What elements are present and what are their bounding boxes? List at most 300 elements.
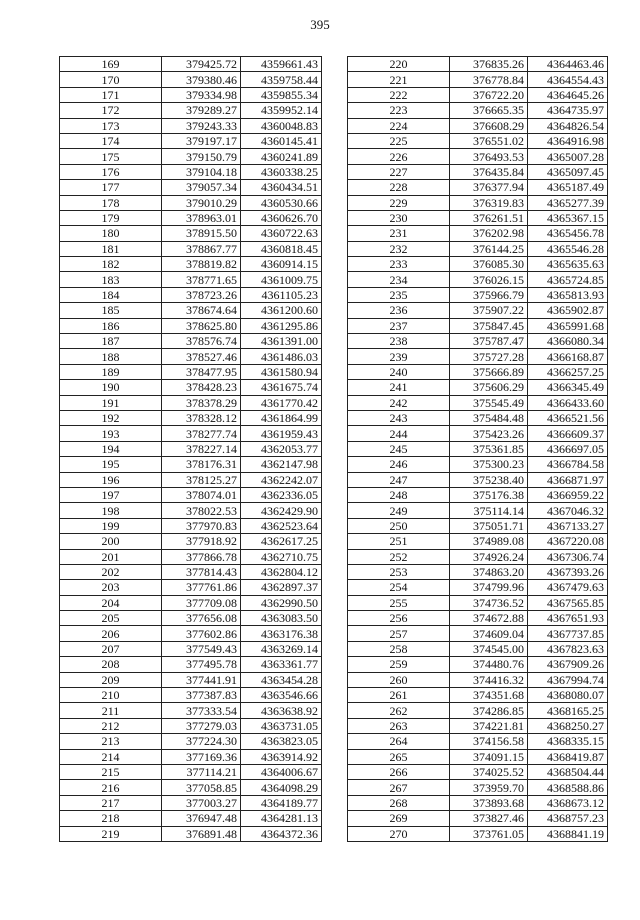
point-number-cell: 195 [60, 457, 162, 472]
x-coordinate-cell: 375606.29 [450, 380, 528, 395]
table-row [348, 72, 608, 87]
point-number-cell: 255 [348, 595, 450, 610]
x-coordinate-cell: 377970.83 [162, 518, 241, 533]
table-row [348, 780, 608, 795]
x-coordinate-cell: 375727.28 [450, 349, 528, 364]
table-row [60, 688, 322, 703]
y-coordinate-cell: 4368841.19 [528, 826, 608, 841]
y-coordinate-cell: 4361009.75 [241, 272, 322, 287]
x-coordinate-cell: 379425.72 [162, 57, 241, 72]
table-row [60, 595, 322, 610]
point-number-cell: 248 [348, 487, 450, 502]
point-number-cell: 192 [60, 410, 162, 425]
point-number-cell: 170 [60, 72, 162, 87]
point-number-cell: 268 [348, 795, 450, 810]
x-coordinate-cell: 375361.85 [450, 441, 528, 456]
point-number-cell: 262 [348, 703, 450, 718]
table-row [60, 210, 322, 225]
y-coordinate-cell: 4361200.60 [241, 303, 322, 318]
x-coordinate-cell: 378125.27 [162, 472, 241, 487]
x-coordinate-cell: 379380.46 [162, 72, 241, 87]
table-row [60, 334, 322, 349]
table-row [60, 426, 322, 441]
point-number-cell: 230 [348, 210, 450, 225]
x-coordinate-cell: 376778.84 [450, 72, 528, 87]
table-row [60, 564, 322, 579]
point-number-cell: 173 [60, 118, 162, 133]
x-coordinate-cell: 377656.08 [162, 611, 241, 626]
x-coordinate-cell: 378963.01 [162, 210, 241, 225]
x-coordinate-cell: 376665.35 [450, 103, 528, 118]
y-coordinate-cell: 4360145.41 [241, 133, 322, 148]
table-row [60, 795, 322, 810]
x-coordinate-cell: 374989.08 [450, 534, 528, 549]
x-coordinate-cell: 375051.71 [450, 518, 528, 533]
point-number-cell: 204 [60, 595, 162, 610]
y-coordinate-cell: 4367994.74 [528, 672, 608, 687]
x-coordinate-cell: 379150.79 [162, 149, 241, 164]
point-number-cell: 259 [348, 657, 450, 672]
x-coordinate-cell: 374091.15 [450, 749, 528, 764]
x-coordinate-cell: 379243.33 [162, 118, 241, 133]
x-coordinate-cell: 376608.29 [450, 118, 528, 133]
point-number-cell: 265 [348, 749, 450, 764]
point-number-cell: 266 [348, 764, 450, 779]
y-coordinate-cell: 4364463.46 [528, 57, 608, 72]
point-number-cell: 184 [60, 287, 162, 302]
table-row [348, 641, 608, 656]
x-coordinate-cell: 377602.86 [162, 626, 241, 641]
y-coordinate-cell: 4365456.78 [528, 226, 608, 241]
x-coordinate-cell: 375484.48 [450, 410, 528, 425]
y-coordinate-cell: 4364372.36 [241, 826, 322, 841]
point-number-cell: 200 [60, 534, 162, 549]
x-coordinate-cell: 374221.81 [450, 718, 528, 733]
x-coordinate-cell: 376435.84 [450, 164, 528, 179]
y-coordinate-cell: 4368080.07 [528, 688, 608, 703]
point-number-cell: 250 [348, 518, 450, 533]
table-row [348, 441, 608, 456]
table-row [348, 180, 608, 195]
y-coordinate-cell: 4366959.22 [528, 487, 608, 502]
point-number-cell: 222 [348, 87, 450, 102]
table-row [348, 672, 608, 687]
point-number-cell: 196 [60, 472, 162, 487]
table-row [348, 380, 608, 395]
x-coordinate-cell: 375545.49 [450, 395, 528, 410]
x-coordinate-cell: 379197.17 [162, 133, 241, 148]
table-row [60, 518, 322, 533]
y-coordinate-cell: 4360434.51 [241, 180, 322, 195]
point-number-cell: 203 [60, 580, 162, 595]
point-number-cell: 185 [60, 303, 162, 318]
y-coordinate-cell: 4360626.70 [241, 210, 322, 225]
point-number-cell: 176 [60, 164, 162, 179]
table-row [348, 57, 608, 72]
point-number-cell: 244 [348, 426, 450, 441]
x-coordinate-cell: 376551.02 [450, 133, 528, 148]
y-coordinate-cell: 4366168.87 [528, 349, 608, 364]
y-coordinate-cell: 4360722.63 [241, 226, 322, 241]
y-coordinate-cell: 4361770.42 [241, 395, 322, 410]
point-number-cell: 218 [60, 811, 162, 826]
x-coordinate-cell: 373827.46 [450, 811, 528, 826]
table-row [348, 241, 608, 256]
table-row [60, 318, 322, 333]
y-coordinate-cell: 4361486.03 [241, 349, 322, 364]
point-number-cell: 208 [60, 657, 162, 672]
y-coordinate-cell: 4360818.45 [241, 241, 322, 256]
x-coordinate-cell: 376722.20 [450, 87, 528, 102]
table-row [60, 503, 322, 518]
point-number-cell: 256 [348, 611, 450, 626]
table-row [348, 87, 608, 102]
x-coordinate-cell: 377114.21 [162, 764, 241, 779]
table-row [348, 503, 608, 518]
table-row [348, 688, 608, 703]
table-row [348, 133, 608, 148]
page-number: 395 [310, 17, 330, 32]
y-coordinate-cell: 4366784.58 [528, 457, 608, 472]
point-number-cell: 224 [348, 118, 450, 133]
point-number-cell: 252 [348, 549, 450, 564]
y-coordinate-cell: 4365187.49 [528, 180, 608, 195]
y-coordinate-cell: 4366871.97 [528, 472, 608, 487]
table-row [60, 672, 322, 687]
y-coordinate-cell: 4363914.92 [241, 749, 322, 764]
y-coordinate-cell: 4361295.86 [241, 318, 322, 333]
y-coordinate-cell: 4365007.28 [528, 149, 608, 164]
x-coordinate-cell: 376261.51 [450, 210, 528, 225]
y-coordinate-cell: 4363269.14 [241, 641, 322, 656]
table-row [60, 149, 322, 164]
point-number-cell: 219 [60, 826, 162, 841]
y-coordinate-cell: 4364826.54 [528, 118, 608, 133]
x-coordinate-cell: 377918.92 [162, 534, 241, 549]
table-row [60, 364, 322, 379]
x-coordinate-cell: 374926.24 [450, 549, 528, 564]
table-row [348, 426, 608, 441]
x-coordinate-cell: 376144.25 [450, 241, 528, 256]
point-number-cell: 175 [60, 149, 162, 164]
point-number-cell: 239 [348, 349, 450, 364]
table-row [348, 318, 608, 333]
y-coordinate-cell: 4362336.05 [241, 487, 322, 502]
table-row [348, 749, 608, 764]
table-row [348, 226, 608, 241]
y-coordinate-cell: 4363823.05 [241, 734, 322, 749]
table-row [60, 57, 322, 72]
table-row [60, 764, 322, 779]
x-coordinate-cell: 376835.26 [450, 57, 528, 72]
table-row [60, 811, 322, 826]
x-coordinate-cell: 374025.52 [450, 764, 528, 779]
table-row [348, 657, 608, 672]
point-number-cell: 214 [60, 749, 162, 764]
table-row [348, 487, 608, 502]
table-row [60, 457, 322, 472]
x-coordinate-cell: 375907.22 [450, 303, 528, 318]
table-row [60, 395, 322, 410]
point-number-cell: 238 [348, 334, 450, 349]
point-number-cell: 194 [60, 441, 162, 456]
y-coordinate-cell: 4366257.25 [528, 364, 608, 379]
y-coordinate-cell: 4362523.64 [241, 518, 322, 533]
point-number-cell: 245 [348, 441, 450, 456]
x-coordinate-cell: 377058.85 [162, 780, 241, 795]
x-coordinate-cell: 375176.38 [450, 487, 528, 502]
y-coordinate-cell: 4360530.66 [241, 195, 322, 210]
x-coordinate-cell: 374286.85 [450, 703, 528, 718]
point-number-cell: 263 [348, 718, 450, 733]
table-row [348, 457, 608, 472]
y-coordinate-cell: 4368588.86 [528, 780, 608, 795]
x-coordinate-cell: 378576.74 [162, 334, 241, 349]
point-number-cell: 206 [60, 626, 162, 641]
y-coordinate-cell: 4364916.98 [528, 133, 608, 148]
x-coordinate-cell: 376493.53 [450, 149, 528, 164]
point-number-cell: 227 [348, 164, 450, 179]
point-number-cell: 190 [60, 380, 162, 395]
table-row [348, 564, 608, 579]
point-number-cell: 249 [348, 503, 450, 518]
x-coordinate-cell: 379104.18 [162, 164, 241, 179]
x-coordinate-cell: 378674.64 [162, 303, 241, 318]
y-coordinate-cell: 4362897.37 [241, 580, 322, 595]
table-row [348, 626, 608, 641]
y-coordinate-cell: 4362990.50 [241, 595, 322, 610]
point-number-cell: 229 [348, 195, 450, 210]
y-coordinate-cell: 4364098.29 [241, 780, 322, 795]
x-coordinate-cell: 374736.52 [450, 595, 528, 610]
x-coordinate-cell: 377169.36 [162, 749, 241, 764]
y-coordinate-cell: 4363361.77 [241, 657, 322, 672]
table-row [60, 657, 322, 672]
x-coordinate-cell: 373959.70 [450, 780, 528, 795]
point-number-cell: 234 [348, 272, 450, 287]
table-row [60, 780, 322, 795]
table-row [60, 164, 322, 179]
point-number-cell: 251 [348, 534, 450, 549]
table-row [60, 380, 322, 395]
y-coordinate-cell: 4359855.34 [241, 87, 322, 102]
table-row [60, 272, 322, 287]
x-coordinate-cell: 375238.40 [450, 472, 528, 487]
x-coordinate-cell: 377866.78 [162, 549, 241, 564]
table-row [60, 133, 322, 148]
x-coordinate-cell: 378277.74 [162, 426, 241, 441]
table-row [348, 272, 608, 287]
table-row [348, 811, 608, 826]
y-coordinate-cell: 4367823.63 [528, 641, 608, 656]
x-coordinate-cell: 378176.31 [162, 457, 241, 472]
y-coordinate-cell: 4361959.43 [241, 426, 322, 441]
x-coordinate-cell: 376319.83 [450, 195, 528, 210]
x-coordinate-cell: 374609.04 [450, 626, 528, 641]
table-row [60, 826, 322, 841]
table-row [60, 734, 322, 749]
point-number-cell: 188 [60, 349, 162, 364]
table-row [348, 164, 608, 179]
y-coordinate-cell: 4359661.43 [241, 57, 322, 72]
y-coordinate-cell: 4364554.43 [528, 72, 608, 87]
table-row [348, 734, 608, 749]
point-number-cell: 270 [348, 826, 450, 841]
x-coordinate-cell: 373893.68 [450, 795, 528, 810]
point-number-cell: 191 [60, 395, 162, 410]
x-coordinate-cell: 374672.88 [450, 611, 528, 626]
y-coordinate-cell: 4363731.05 [241, 718, 322, 733]
table-row [348, 580, 608, 595]
table-row [60, 195, 322, 210]
x-coordinate-cell: 374156.58 [450, 734, 528, 749]
table-row [348, 703, 608, 718]
coordinate-table-right [347, 56, 608, 842]
table-row [60, 580, 322, 595]
x-coordinate-cell: 378771.65 [162, 272, 241, 287]
y-coordinate-cell: 4368673.12 [528, 795, 608, 810]
table-row [348, 195, 608, 210]
point-number-cell: 257 [348, 626, 450, 641]
point-number-cell: 172 [60, 103, 162, 118]
point-number-cell: 181 [60, 241, 162, 256]
x-coordinate-cell: 379334.98 [162, 87, 241, 102]
point-number-cell: 178 [60, 195, 162, 210]
x-coordinate-cell: 379057.34 [162, 180, 241, 195]
y-coordinate-cell: 4368419.87 [528, 749, 608, 764]
table-row [60, 487, 322, 502]
y-coordinate-cell: 4366345.49 [528, 380, 608, 395]
table-row [60, 103, 322, 118]
table-row [60, 87, 322, 102]
table-row [60, 303, 322, 318]
table-row [348, 149, 608, 164]
point-number-cell: 269 [348, 811, 450, 826]
y-coordinate-cell: 4365635.63 [528, 257, 608, 272]
point-number-cell: 226 [348, 149, 450, 164]
y-coordinate-cell: 4361864.99 [241, 410, 322, 425]
y-coordinate-cell: 4367909.26 [528, 657, 608, 672]
x-coordinate-cell: 374545.00 [450, 641, 528, 656]
x-coordinate-cell: 378477.95 [162, 364, 241, 379]
y-coordinate-cell: 4362617.25 [241, 534, 322, 549]
x-coordinate-cell: 374416.32 [450, 672, 528, 687]
x-coordinate-cell: 375300.23 [450, 457, 528, 472]
x-coordinate-cell: 378074.01 [162, 487, 241, 502]
y-coordinate-cell: 4366697.05 [528, 441, 608, 456]
table-row [348, 518, 608, 533]
x-coordinate-cell: 374351.68 [450, 688, 528, 703]
y-coordinate-cell: 4363176.38 [241, 626, 322, 641]
y-coordinate-cell: 4360241.89 [241, 149, 322, 164]
y-coordinate-cell: 4361675.74 [241, 380, 322, 395]
point-number-cell: 215 [60, 764, 162, 779]
x-coordinate-cell: 374863.20 [450, 564, 528, 579]
table-row [60, 441, 322, 456]
table-row [60, 180, 322, 195]
x-coordinate-cell: 378723.26 [162, 287, 241, 302]
table-row [60, 626, 322, 641]
y-coordinate-cell: 4367737.85 [528, 626, 608, 641]
x-coordinate-cell: 378625.80 [162, 318, 241, 333]
table-row [60, 349, 322, 364]
y-coordinate-cell: 4361391.00 [241, 334, 322, 349]
point-number-cell: 235 [348, 287, 450, 302]
point-number-cell: 233 [348, 257, 450, 272]
y-coordinate-cell: 4368757.23 [528, 811, 608, 826]
point-number-cell: 232 [348, 241, 450, 256]
x-coordinate-cell: 379010.29 [162, 195, 241, 210]
point-number-cell: 212 [60, 718, 162, 733]
y-coordinate-cell: 4365367.15 [528, 210, 608, 225]
point-number-cell: 201 [60, 549, 162, 564]
y-coordinate-cell: 4359952.14 [241, 103, 322, 118]
table-row [348, 303, 608, 318]
y-coordinate-cell: 4362429.90 [241, 503, 322, 518]
y-coordinate-cell: 4367306.74 [528, 549, 608, 564]
y-coordinate-cell: 4367133.27 [528, 518, 608, 533]
point-number-cell: 207 [60, 641, 162, 656]
x-coordinate-cell: 378527.46 [162, 349, 241, 364]
y-coordinate-cell: 4366521.56 [528, 410, 608, 425]
x-coordinate-cell: 378915.50 [162, 226, 241, 241]
y-coordinate-cell: 4365546.28 [528, 241, 608, 256]
table-row [348, 410, 608, 425]
point-number-cell: 246 [348, 457, 450, 472]
point-number-cell: 179 [60, 210, 162, 225]
x-coordinate-cell: 377003.27 [162, 795, 241, 810]
x-coordinate-cell: 377814.43 [162, 564, 241, 579]
y-coordinate-cell: 4364645.26 [528, 87, 608, 102]
table-row [60, 749, 322, 764]
y-coordinate-cell: 4364189.77 [241, 795, 322, 810]
point-number-cell: 171 [60, 87, 162, 102]
point-number-cell: 210 [60, 688, 162, 703]
y-coordinate-cell: 4365724.85 [528, 272, 608, 287]
table-row [348, 764, 608, 779]
table-row [60, 287, 322, 302]
x-coordinate-cell: 375966.79 [450, 287, 528, 302]
x-coordinate-cell: 378378.29 [162, 395, 241, 410]
point-number-cell: 228 [348, 180, 450, 195]
y-coordinate-cell: 4365277.39 [528, 195, 608, 210]
table-row [348, 826, 608, 841]
point-number-cell: 213 [60, 734, 162, 749]
point-number-cell: 254 [348, 580, 450, 595]
point-number-cell: 243 [348, 410, 450, 425]
y-coordinate-cell: 4367479.63 [528, 580, 608, 595]
table-row [348, 334, 608, 349]
y-coordinate-cell: 4367393.26 [528, 564, 608, 579]
y-coordinate-cell: 4368504.44 [528, 764, 608, 779]
y-coordinate-cell: 4365902.87 [528, 303, 608, 318]
table-row [348, 534, 608, 549]
x-coordinate-cell: 377333.54 [162, 703, 241, 718]
x-coordinate-cell: 373761.05 [450, 826, 528, 841]
x-coordinate-cell: 378227.14 [162, 441, 241, 456]
point-number-cell: 242 [348, 395, 450, 410]
y-coordinate-cell: 4360338.25 [241, 164, 322, 179]
table-row [60, 534, 322, 549]
point-number-cell: 237 [348, 318, 450, 333]
point-number-cell: 221 [348, 72, 450, 87]
y-coordinate-cell: 4366080.34 [528, 334, 608, 349]
table-row [60, 611, 322, 626]
x-coordinate-cell: 376202.98 [450, 226, 528, 241]
x-coordinate-cell: 377387.83 [162, 688, 241, 703]
table-row [348, 472, 608, 487]
point-number-cell: 183 [60, 272, 162, 287]
